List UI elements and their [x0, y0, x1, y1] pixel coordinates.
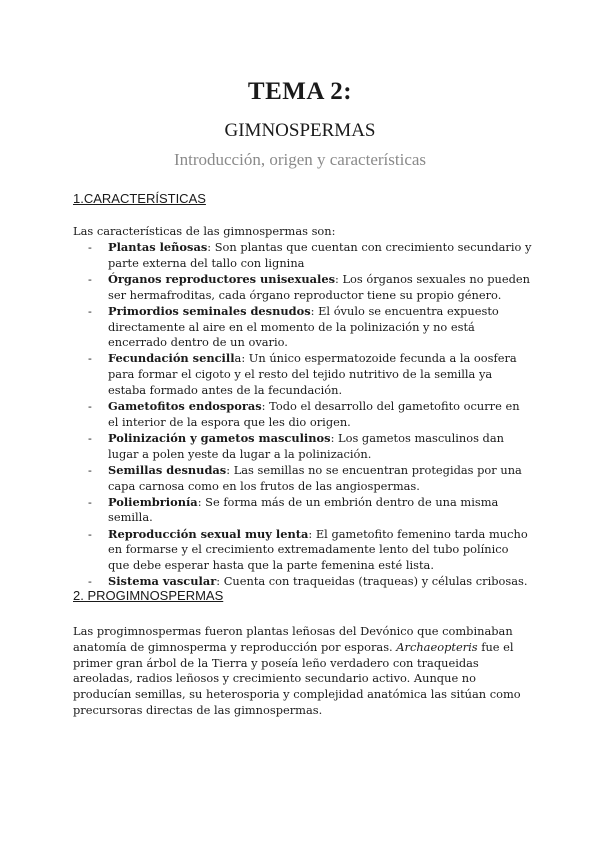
- item-text: Los gametos masculinos dan lugar a polen yeste da lugar a la polinización.: [108, 430, 504, 461]
- item-text: Cuenta con traqueidas (traqueas) y células cribosas.: [223, 574, 528, 589]
- item-term: Poliembrionía: [108, 494, 198, 509]
- item-term: Polinización y gametos masculinos: [108, 430, 331, 445]
- item-text: Los órganos sexuales no pueden ser hermafroditas, cada órgano reproductor tiene su propio género.: [108, 271, 530, 302]
- item-sep: :: [226, 462, 234, 477]
- item-sep: :: [335, 271, 343, 286]
- item-term: Gametofitos endosporas: [108, 399, 262, 414]
- list-item: [73, 495, 533, 526]
- item-term: Fecundación sencill: [108, 351, 235, 366]
- item-text: Las semillas no se encuentran protegidas por una capa carnosa como en los frutos de las angiospermas.: [108, 462, 522, 493]
- list-item: [73, 351, 533, 398]
- page-subsubtitle: Introducción, origen y características: [173, 150, 427, 169]
- item-term: Órganos reproductores unisexuales: [108, 271, 335, 286]
- section-heading-progimnospermas: 2. PROGIMNOSPERMAS: [73, 588, 224, 603]
- dash-bullet-icon: -: [88, 240, 92, 254]
- dash-bullet-icon: -: [88, 399, 92, 414]
- item-sep: :: [310, 303, 319, 318]
- list-item: [73, 399, 533, 430]
- dash-bullet-icon: -: [88, 351, 92, 366]
- page-title: TEMA 2:: [247, 78, 353, 105]
- list-item: [73, 527, 533, 574]
- list-item: [73, 463, 533, 494]
- list-item: [73, 240, 533, 271]
- dash-bullet-icon: -: [88, 494, 92, 509]
- characteristics-list: [73, 240, 533, 590]
- page-subtitle: GIMNOSPERMAS: [224, 120, 376, 141]
- item-term: Sistema vascular: [108, 574, 217, 589]
- item-sep: a:: [234, 351, 249, 366]
- item-sep: :: [330, 430, 339, 445]
- dash-bullet-icon: -: [88, 462, 92, 477]
- item-term: Primordios seminales desnudos: [108, 303, 311, 318]
- item-text: El óvulo se encuentra expuesto directamente al aire en el momento de la polinización y no está encerrado dentro de un ovario.: [108, 303, 499, 350]
- genus-name: Archaeopteris: [396, 639, 478, 654]
- paragraph-text: Las progimnospermas fueron plantas leñosas del Devónico que combinaban anatomía de gimnosperma y reproducción por esporas.: [73, 624, 513, 654]
- item-sep: :: [261, 399, 270, 414]
- dash-bullet-icon: -: [88, 303, 92, 318]
- item-term: Reproducción sexual muy lenta: [108, 526, 309, 541]
- item-text: Se forma más de un embrión dentro de una misma semilla.: [108, 494, 499, 525]
- item-text: Un único espermatozoide fecunda a la oosfera para formar el cigoto y el resto del tejido nutritivo de la semilla ya estaba formado antes de la fecundación.: [108, 351, 517, 397]
- item-sep: :: [308, 526, 316, 541]
- item-sep: :: [207, 240, 215, 254]
- item-sep: :: [216, 574, 224, 589]
- item-term: Plantas leñosas: [108, 240, 208, 254]
- item-sep: :: [197, 494, 206, 509]
- section-heading-caracteristicas: 1.CARACTERÍSTICAS: [73, 191, 206, 206]
- section-intro: Las características de las gimnospermas son:: [73, 224, 336, 238]
- list-item: [73, 304, 533, 351]
- item-term: Semillas desnudas: [108, 462, 227, 477]
- dash-bullet-icon: -: [88, 271, 92, 286]
- dash-bullet-icon: -: [88, 526, 92, 541]
- item-text: El gametofito femenino tarda mucho en formarse y el crecimiento extremadamente lento del tubo polínico que debe esperar hasta que la parte femenina esté lista.: [108, 526, 528, 573]
- list-item: [73, 431, 533, 462]
- paragraph-text: fue el primer gran árbol de la Tierra y poseía leño verdadero con traqueidas areoladas, radios leñosos y crecimiento secundario activo. Aunque no producían semillas, su heterosporia y complejidad anatómica las sitúan como precursoras directas de las gimnospermas.: [73, 639, 521, 717]
- progimnospermas-paragraph: [73, 624, 533, 719]
- list-item: [73, 272, 533, 303]
- item-text: Son plantas que cuentan con crecimiento secundario y parte externa del tallo con lignina: [108, 240, 532, 270]
- dash-bullet-icon: -: [88, 574, 92, 589]
- dash-bullet-icon: -: [88, 430, 92, 445]
- item-text: Todo el desarrollo del gametofito ocurre en el interior de la espora que les dio origen.: [108, 399, 520, 429]
